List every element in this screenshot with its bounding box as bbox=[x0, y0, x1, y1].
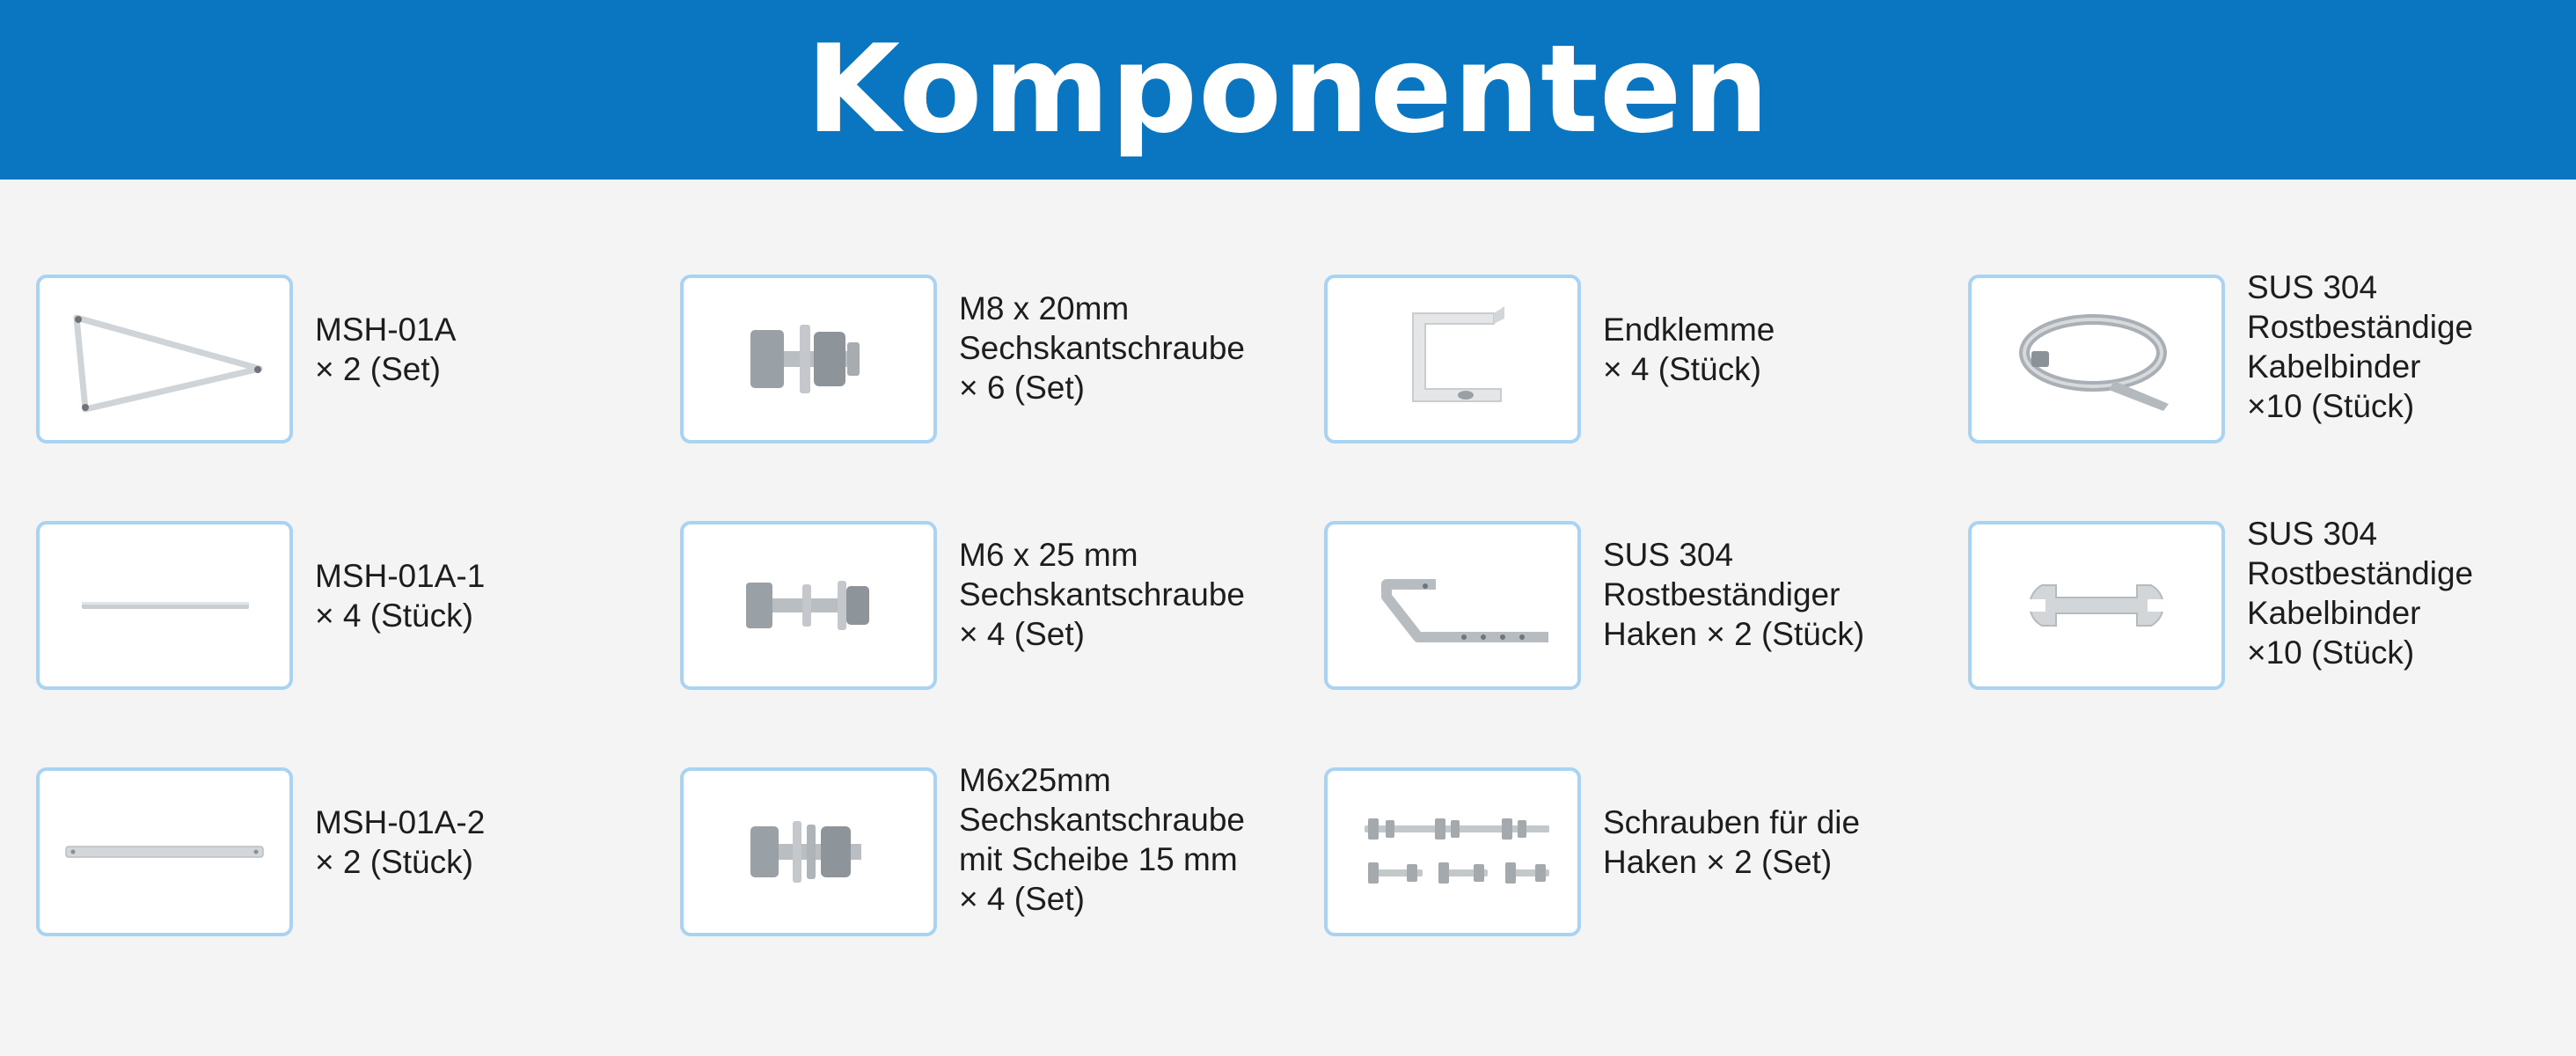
component-description: M6x25mm Sechskantschraube mit Scheibe 15 mm × 4 (Set) bbox=[959, 762, 1245, 917]
component-description: SUS 304 Rostbeständiger Haken × 2 (Stück) bbox=[1603, 537, 1865, 652]
page-header bbox=[0, 0, 2576, 180]
component-thumbnail bbox=[36, 521, 293, 690]
component-description: SUS 304 Rostbeständige Kabelbinder ×10 (Stück) bbox=[2247, 269, 2474, 424]
component-thumbnail bbox=[1324, 275, 1581, 444]
component-item bbox=[1324, 275, 1958, 442]
component-description: M8 x 20mm Sechskantschraube × 6 (Set) bbox=[959, 290, 1245, 406]
component-item bbox=[680, 762, 1314, 935]
component-thumbnail bbox=[1968, 521, 2225, 690]
component-thumbnail bbox=[1968, 275, 2225, 444]
component-item bbox=[1324, 521, 1958, 688]
hook-screws-icon bbox=[1347, 799, 1558, 905]
component-description: SUS 304 Rostbeständige Kabelbinder ×10 (Stück) bbox=[2247, 516, 2474, 671]
component-item bbox=[1968, 269, 2576, 442]
component-thumbnail bbox=[36, 767, 293, 936]
component-item bbox=[36, 521, 670, 688]
component-item bbox=[36, 767, 670, 935]
flat-bar-icon bbox=[59, 834, 270, 869]
washer-bolt-icon bbox=[738, 803, 879, 900]
component-description: MSH-01A-1 × 4 (Stück) bbox=[315, 558, 486, 634]
component-thumbnail bbox=[36, 275, 293, 444]
component-item bbox=[1968, 516, 2576, 688]
component-item bbox=[1324, 767, 1958, 935]
wrench-icon bbox=[2000, 566, 2193, 645]
component-thumbnail bbox=[1324, 767, 1581, 936]
cable-tie-icon bbox=[2009, 302, 2184, 416]
roof-hook-icon bbox=[1351, 553, 1554, 658]
component-item bbox=[36, 275, 670, 442]
triangle-frame-icon bbox=[59, 293, 270, 425]
component-description: M6 x 25 mm Sechskantschraube × 4 (Set) bbox=[959, 537, 1245, 652]
component-thumbnail bbox=[1324, 521, 1581, 690]
component-description: MSH-01A-2 × 2 (Stück) bbox=[315, 804, 486, 880]
long-bolt-icon bbox=[734, 561, 883, 649]
component-description: Schrauben für die Haken × 2 (Set) bbox=[1603, 804, 1861, 880]
component-thumbnail bbox=[680, 767, 937, 936]
component-thumbnail bbox=[680, 275, 937, 444]
component-item bbox=[680, 521, 1314, 688]
component-thumbnail bbox=[680, 521, 937, 690]
thin-rail-icon bbox=[68, 588, 261, 623]
component-item bbox=[680, 275, 1314, 442]
end-clamp-icon bbox=[1395, 297, 1510, 421]
page-title: Komponenten bbox=[806, 18, 1770, 160]
component-description: Endklemme × 4 (Stück) bbox=[1603, 312, 1775, 387]
bolt-set-icon bbox=[738, 311, 879, 407]
component-description: MSH-01A × 2 (Set) bbox=[315, 312, 457, 387]
